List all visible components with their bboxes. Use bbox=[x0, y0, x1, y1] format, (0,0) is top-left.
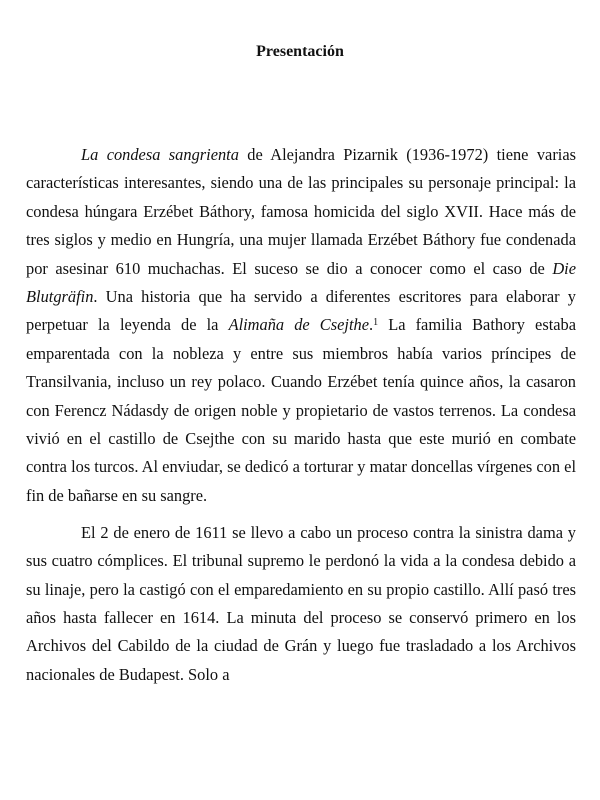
case-name: Die Blutgräfin bbox=[26, 258, 576, 307]
book-title: La condesa sangrienta bbox=[81, 145, 239, 164]
paragraph-1 bbox=[26, 141, 576, 510]
paragraph-2: El 2 de enero de 1611 se llevo a cabo un proceso contra la sinistra dama y sus cuatro cómplices. El tribunal supremo le perdonó la vida a la condesa debido a su linaje, pero la castigó con el emparedamiento en su propio castillo. Allí pasó tres años hasta fallecer en 1614. La minuta del proceso se conservó primero en los Archivos del Cabildo de la ciudad de Grán y luego fue trasladado a los Archivos nacionales de Budapest. Solo a bbox=[26, 522, 576, 684]
paragraph-1-text-a: de Alejandra Pizarnik (1936-1972) tiene varias características interesantes, siendo una de las principales su personaje principal: la condesa húngara Erzébet Báthory, famosa homicida del siglo XVII. Hace más de tres siglos y medio en Hungría, una mujer llamada Erzébet Báthory fue condenada por asesinar 610 muchachas. El suceso se dio a conocer como el caso de bbox=[26, 145, 576, 278]
page-title: Presentación bbox=[256, 43, 344, 60]
paragraph-1-text-c: La familia Bathory estaba emparentada con la nobleza y entre sus miembros había varios príncipes de Transilvania, incluso un rey polaco. Cuando Erzébet tenía quince años, la casaron con Ferencz Nádasdy de origen noble y propietario de vastos terrenos. La condesa vivió en el castillo de Csejthe con su marido hasta que este murió en combate contra los turcos. Al enviudar, se dedicó a torturar y matar doncellas vírgenes con el fin de bañarse en su sangre. bbox=[26, 315, 577, 505]
legend-name: Alimaña de Csejthe bbox=[228, 315, 369, 335]
body-text bbox=[26, 141, 576, 689]
footnote-marker[interactable]: 1 bbox=[373, 317, 379, 329]
paragraph-1-text-b: . Una historia que ha servido a diferentes escritores para elaborar y perpetuar la leyenda de la bbox=[26, 287, 576, 335]
paragraph-1-period: . bbox=[368, 315, 374, 335]
